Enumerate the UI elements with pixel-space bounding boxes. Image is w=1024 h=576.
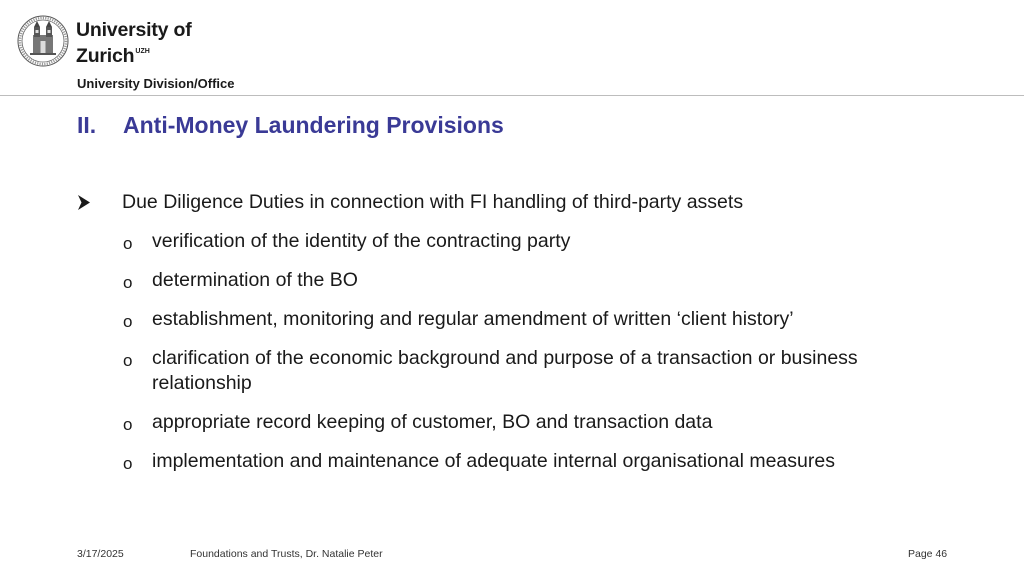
sub-bullet-item (77, 268, 957, 293)
slide-title-number: II. (77, 112, 97, 138)
sub-bullet-text: verification of the identity of the contracting party (152, 230, 571, 252)
sub-bullet-item (77, 410, 957, 435)
university-seal-logo (17, 15, 69, 67)
arrow-bullet-icon (77, 190, 91, 215)
footer-course: Foundations and Trusts, Dr. Natalie Peter (190, 548, 383, 560)
circle-bullet-marker: o (123, 415, 133, 434)
university-name (76, 19, 192, 67)
sub-bullet-text: implementation and maintenance of adequate internal organisational measures (152, 450, 835, 472)
header-divider (0, 95, 1024, 96)
university-name-line2: Zurich (76, 45, 135, 67)
sub-bullet-text: clarification of the economic background and purpose of a transaction or business relationship (152, 347, 858, 394)
university-name-line1: University of (76, 19, 192, 41)
sub-bullet-item (77, 346, 957, 396)
uzh-superscript: UZH (135, 48, 150, 55)
circle-bullet-marker: o (123, 273, 133, 292)
bullet-content (77, 190, 957, 488)
sub-bullet-item (77, 449, 957, 474)
footer-date: 3/17/2025 (77, 548, 124, 560)
sub-bullet-text: appropriate record keeping of customer, BO and transaction data (152, 411, 713, 433)
sub-bullet-list (77, 229, 957, 474)
main-bullet-text: Due Diligence Duties in connection with FI handling of third-party assets (122, 191, 744, 213)
sub-bullet-item (77, 229, 957, 254)
division-label: University Division/Office (77, 76, 235, 91)
footer-page-number: Page 46 (908, 548, 948, 560)
sub-bullet-text: determination of the BO (152, 269, 358, 291)
main-bullet (77, 190, 957, 215)
circle-bullet-marker: o (123, 454, 133, 473)
slide-title (77, 112, 504, 139)
slide-title-text: Anti-Money Laundering Provisions (123, 112, 504, 138)
sub-bullet-text: establishment, monitoring and regular amendment of written ‘client history’ (152, 308, 794, 330)
circle-bullet-marker: o (123, 351, 133, 370)
circle-bullet-marker: o (123, 312, 133, 331)
sub-bullet-item (77, 307, 957, 332)
circle-bullet-marker: o (123, 234, 133, 253)
